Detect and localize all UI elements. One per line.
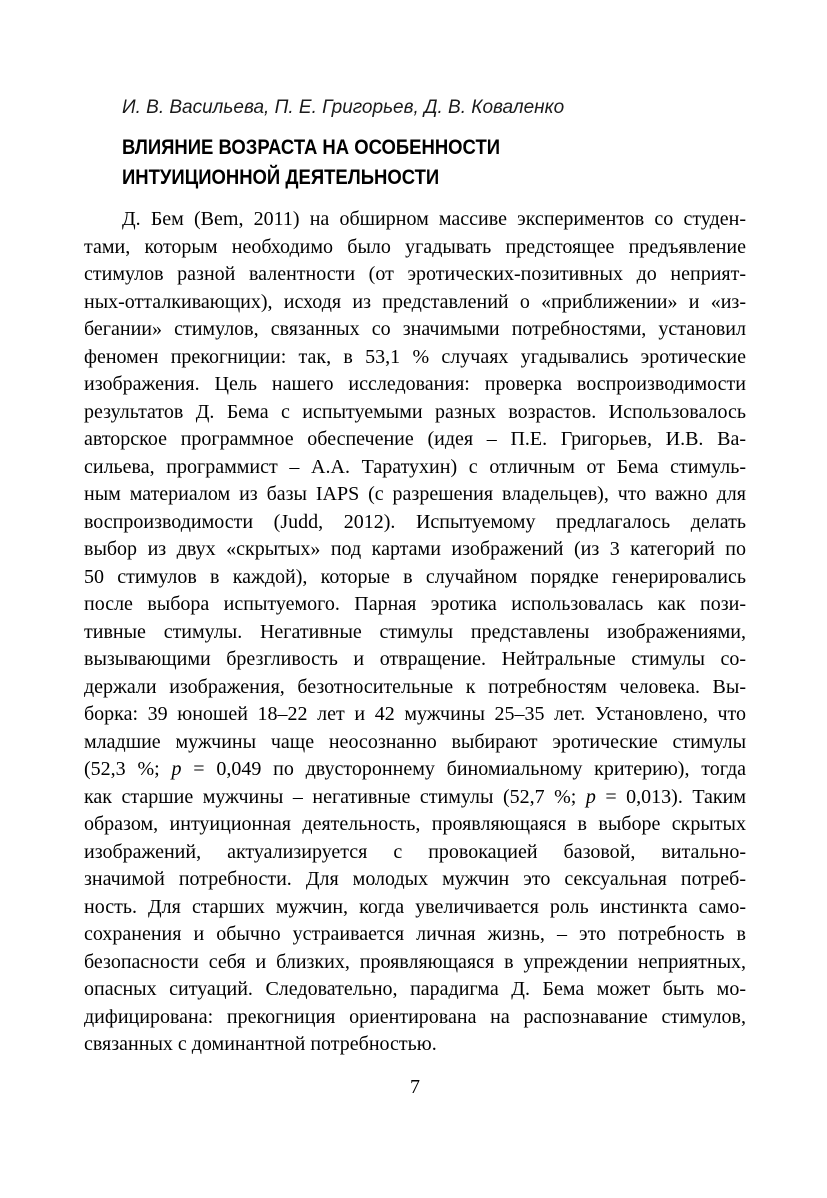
text-line: результатов Д. Бема с испытуемыми разных возрастов. Использовалось	[84, 400, 746, 423]
text-line: изображений, актуализируется с провокацией базовой, витально-	[84, 840, 746, 863]
text-line: безопасности себя и близких, проявляющаяся в упреждении неприятных,	[84, 950, 746, 973]
text-line: ных-отталкивающих), исходя из представлений о «приближении» и «из-	[84, 290, 746, 313]
page-number: 7	[410, 1076, 420, 1098]
text-line: 50 стимулов в каждой), которые в случайном порядке генерировались	[84, 565, 746, 588]
text-line: авторское программное обеспечение (идея – П.Е. Григорьев, И.В. Ва-	[84, 428, 746, 450]
text-line: ным материалом из базы IAPS (с разрешения владельцев), что важно для	[84, 483, 746, 505]
text-line: сильева, программист – А.А. Таратухин) с отличным от Бема стимуль-	[84, 455, 746, 478]
article-title-line-1: ВЛИЯНИЕ ВОЗРАСТА НА ОСОБЕННОСТИ	[122, 136, 501, 159]
text-line: образом, интуиционная деятельность, проявляющаяся в выборе скрытых	[84, 813, 746, 835]
text-line: дифицирована: прекогниция ориентирована на распознавание стимулов,	[84, 1005, 746, 1028]
text-line: Д. Бем (Bem, 2011) на обширном массиве экспериментов со студен-	[122, 208, 746, 230]
abstract-paragraph	[84, 206, 746, 1059]
text-line: значимой потребности. Для молодых мужчин это сексуальная потреб-	[84, 868, 746, 890]
text-line: опасных ситуаций. Следовательно, парадигма Д. Бема может быть мо-	[84, 978, 746, 1000]
text-line: сохранения и обычно устраивается личная жизнь, – это потребность в	[84, 923, 746, 945]
text-line: выбор из двух «скрытых» под картами изображений (из 3 категорий по	[84, 538, 746, 560]
authors-line: И. В. Васильева, П. Е. Григорьев, Д. В. Коваленко	[122, 97, 565, 118]
text-line: феномен прекогниции: так, в 53,1 % случаях угадывались эротические	[84, 345, 746, 368]
text-line: бегании» стимулов, связанных со значимыми потребностями, установил	[84, 318, 746, 340]
text-line: ность. Для старших мужчин, когда увеличивается роль инстинкта само-	[84, 895, 746, 918]
text-line: стимулов разной валентности (от эротических-позитивных до неприят-	[84, 263, 746, 285]
text-line: связанных с доминантной потребностью.	[84, 1033, 437, 1055]
text-line: изображения. Цель нашего исследования: проверка воспроизводимости	[84, 373, 746, 395]
article-title	[122, 133, 500, 193]
text-line: воспроизводимости (Judd, 2012). Испытуемому предлагалось делать	[84, 510, 746, 533]
text-line: борка: 39 юношей 18–22 лет и 42 мужчины 25–35 лет. Установлено, что	[84, 703, 746, 725]
text-line: тами, которым необходимо было угадывать предстоящее предъявление	[84, 235, 746, 258]
text-line: тивные стимулы. Негативные стимулы представлены изображениями,	[84, 620, 746, 643]
text-line: как старшие мужчины – негативные стимулы (52,7 %; p = 0,013). Таким	[84, 785, 746, 808]
text-line: (52,3 %; p = 0,049 по двустороннему биномиальному критерию), тогда	[84, 758, 746, 780]
text-line: держали изображения, безотносительные к потребностям человека. Вы-	[84, 675, 746, 698]
text-line: после выбора испытуемого. Парная эротика использовалась как пози-	[84, 593, 746, 615]
article-title-line-2: ИНТУИЦИОННОЙ ДЕЯТЕЛЬНОСТИ	[122, 166, 440, 189]
text-line: вызывающими брезгливость и отвращение. Нейтральные стимулы со-	[84, 648, 746, 670]
text-line: младшие мужчины чаще неосознанно выбирают эротические стимулы	[84, 730, 746, 753]
